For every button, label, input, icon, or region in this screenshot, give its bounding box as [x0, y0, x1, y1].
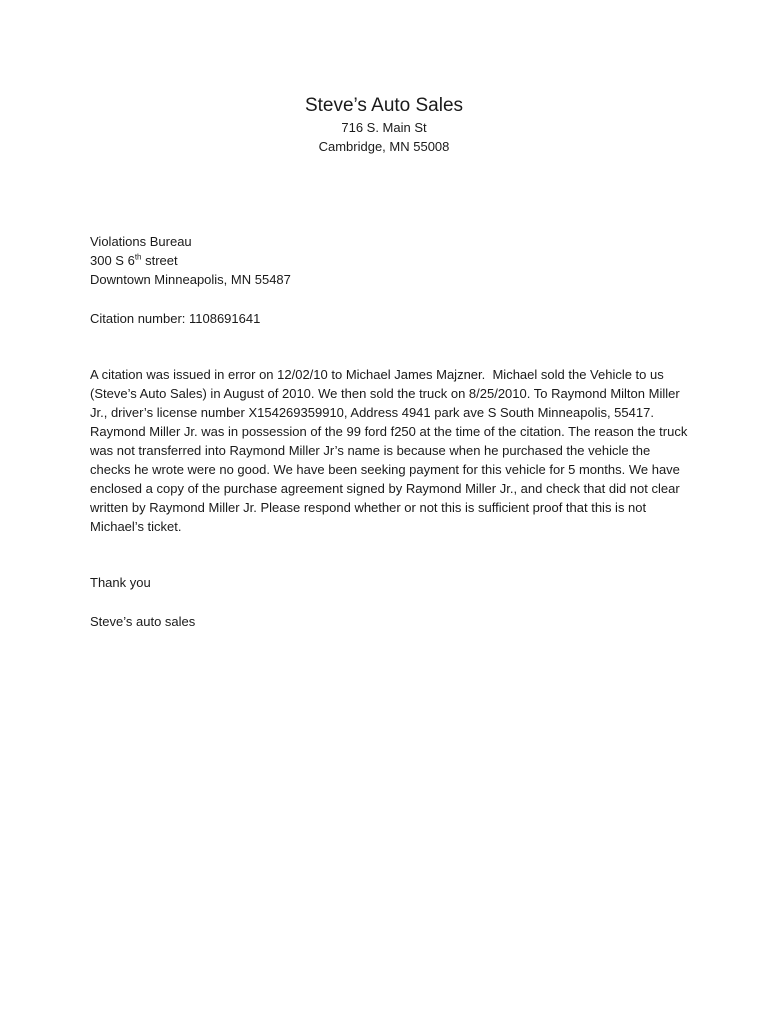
body-paragraph: A citation was issued in error on 12/02/10 to Michael James Majzner. Michael sold the Vehicle to us (Steve’s Auto Sales) in August of 2010. We then sold the truck on 8/25/2010. To Raymond Milton Miller Jr., driver’s license number X154269359910, Address 4941 park ave S South Minneapolis, 55417. Raymond Miller Jr. was in possession of the 99 ford f250 at the time of the citation. The reason the truck was not transferred into Raymond Miller Jr’s name is because when he purchased the vehicle the checks he wrote were no good. We have been seeking payment for this vehicle for 5 months. We have enclosed a copy of the purchase agreement signed by Raymond Miller Jr., and check that did not clear written by Raymond Miller Jr. Please respond whether or not this is sufficient proof that this is not Michael’s ticket.: [90, 367, 691, 534]
company-name: Steve’s Auto Sales: [304, 95, 464, 116]
recipient-city-state-zip: Downtown Minneapolis, MN 55487: [90, 272, 291, 287]
recipient-street: [90, 251, 690, 270]
recipient-street-superscript: th: [134, 252, 142, 262]
signature: Steve’s auto sales: [90, 614, 196, 629]
citation-number: Citation number: 1108691641: [90, 311, 261, 326]
letter-body: [90, 365, 690, 536]
recipient-address: [90, 232, 690, 289]
closing: Thank you: [90, 575, 151, 590]
recipient-street-prefix: 300 S 6: [90, 253, 135, 268]
company-city-state-zip: Cambridge, MN 55008: [318, 139, 450, 154]
company-street: 716 S. Main St: [341, 120, 427, 135]
recipient-street-suffix: street: [141, 253, 178, 268]
letterhead: [0, 94, 768, 156]
recipient-name: Violations Bureau: [90, 234, 192, 249]
